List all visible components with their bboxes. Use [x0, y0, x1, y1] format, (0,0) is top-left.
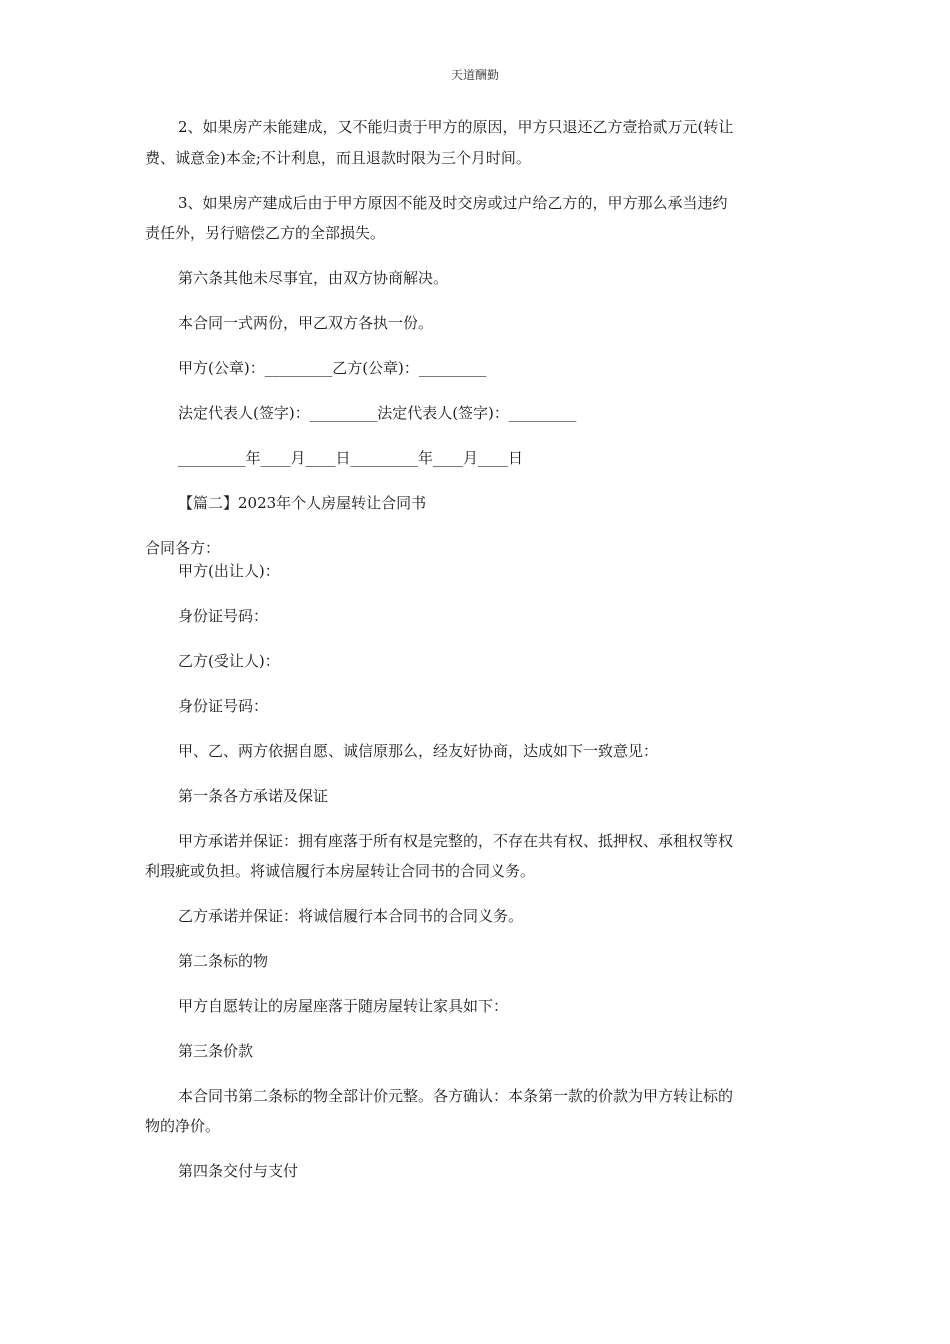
section-title: 【篇二】2023年个人房屋转让合同书 — [178, 494, 427, 512]
paragraph-line: 甲、乙、两方依据自愿、诚信原那么，经友好协商，达成如下一致意见： — [178, 742, 659, 760]
clause-title: 第二条标的物 — [178, 952, 269, 970]
paragraph-line: 3、如果房产建成后由于甲方原因不能及时交房或过户给乙方的，甲方那么承当违约 — [178, 194, 728, 212]
party-field: 身份证号码： — [178, 697, 269, 715]
clause-title: 第四条交付与支付 — [178, 1162, 299, 1180]
paragraph-line: 利瑕疵或负担。将诚信履行本房屋转让合同书的合同义务。 — [145, 862, 536, 880]
page-header: 天道酬勤 — [450, 68, 499, 82]
paragraph-line: 费、诚意金)本金;不计利息，而且退款时限为三个月时间。 — [145, 149, 531, 167]
signature-line: 法定代表人(签字)：_________法定代表人(签字)：_________ — [178, 404, 577, 422]
date-line: _________年____月____日_________年____月____日 — [178, 449, 524, 467]
clause-title: 第三条价款 — [178, 1042, 254, 1060]
paragraph-line: 甲方承诺并保证：拥有座落于所有权是完整的，不存在共有权、抵押权、承租权等权 — [178, 832, 734, 850]
party-field: 身份证号码： — [178, 607, 269, 625]
paragraph-line: 乙方承诺并保证：将诚信履行本合同书的合同义务。 — [178, 907, 524, 925]
party-field: 乙方(受让人)： — [178, 652, 280, 670]
paragraph-line: 第六条其他未尽事宜，由双方协商解决。 — [178, 269, 449, 287]
paragraph-line: 本合同书第二条标的物全部计价元整。各方确认：本条第一款的价款为甲方转让标的 — [178, 1087, 734, 1105]
paragraph-line: 合同各方： — [145, 539, 221, 557]
party-field: 甲方(出让人)： — [178, 562, 280, 580]
paragraph-line: 物的净价。 — [145, 1117, 221, 1135]
paragraph-line: 2、如果房产未能建成，又不能归责于甲方的原因，甲方只退还乙方壹拾贰万元(转让 — [178, 118, 734, 136]
paragraph-line: 责任外，另行赔偿乙方的全部损失。 — [145, 224, 386, 242]
signature-line: 甲方(公章)：_________乙方(公章)：_________ — [178, 359, 487, 377]
clause-title: 第一条各方承诺及保证 — [178, 787, 329, 805]
paragraph-line: 甲方自愿转让的房屋座落于随房屋转让家具如下： — [178, 997, 509, 1015]
paragraph-line: 本合同一式两份，甲乙双方各执一份。 — [178, 314, 434, 332]
